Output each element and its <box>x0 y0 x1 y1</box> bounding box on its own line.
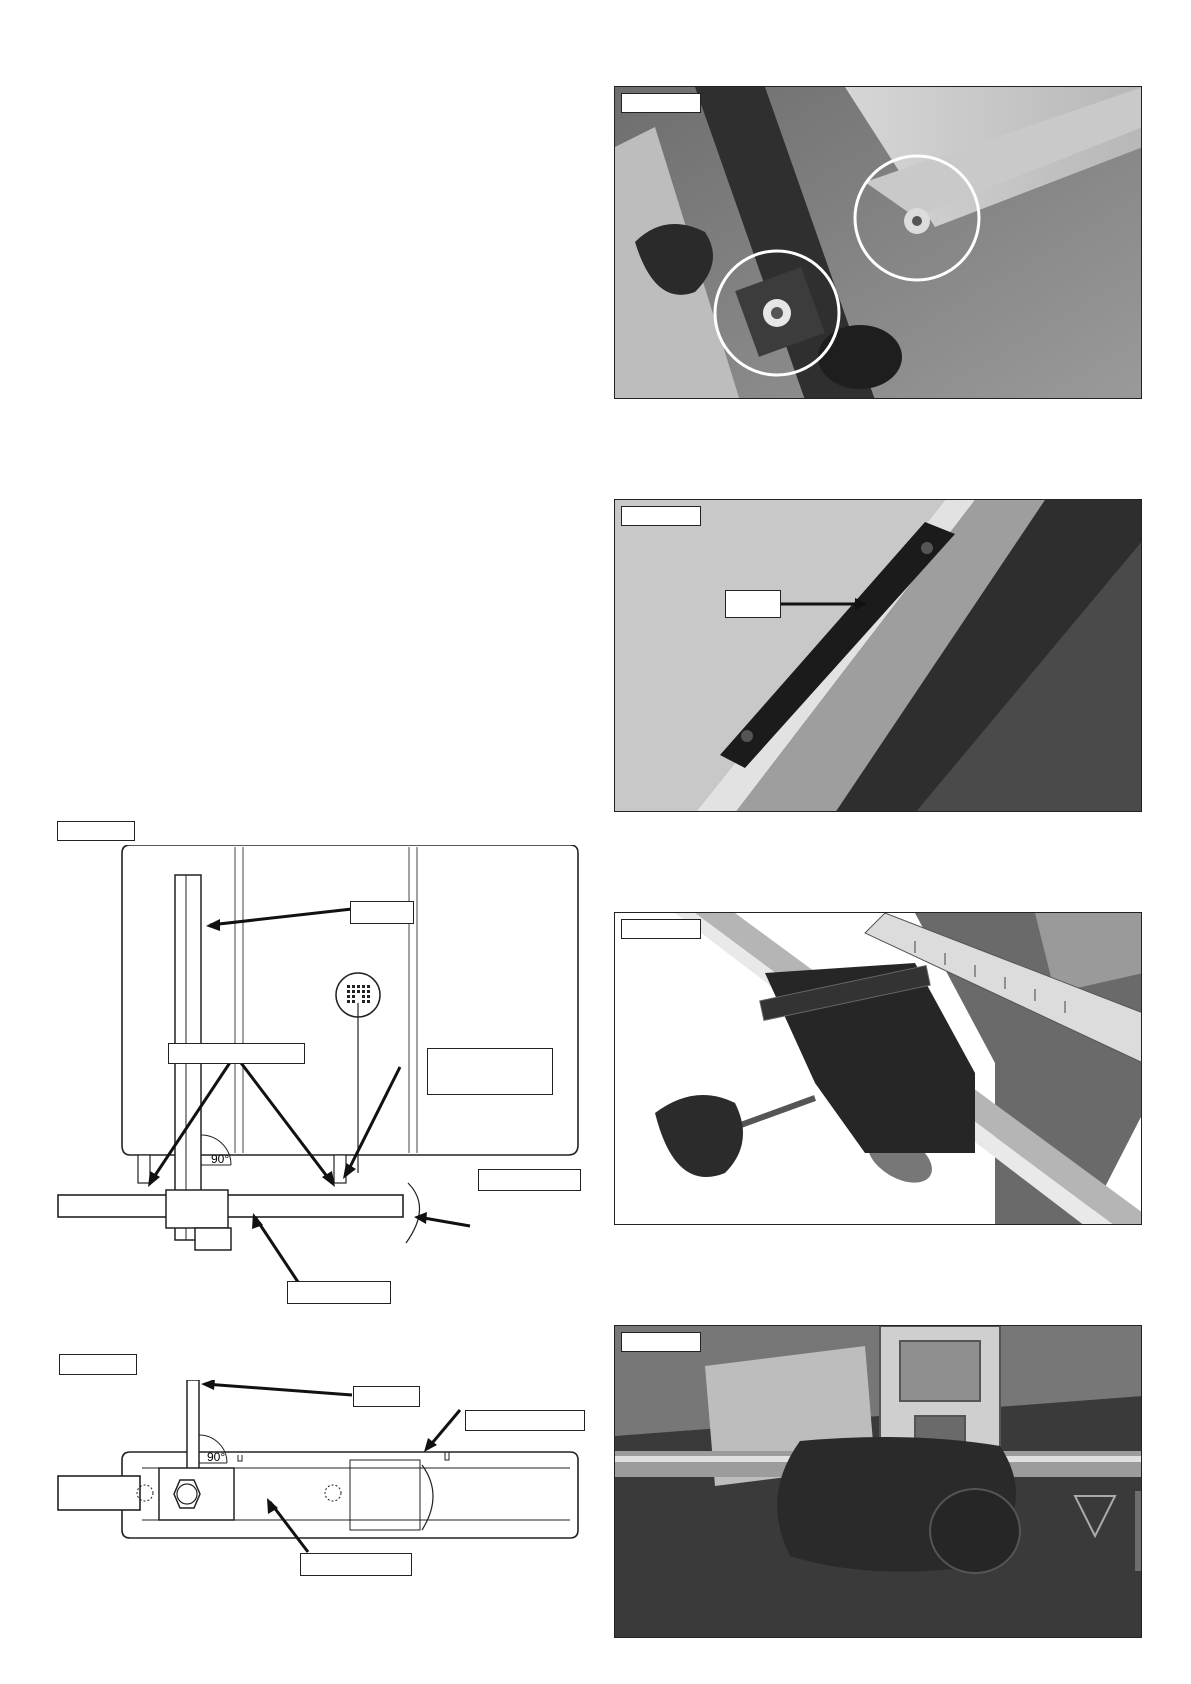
photo-fence-rail-bar <box>614 499 1142 812</box>
figure-tag <box>621 506 701 526</box>
callout-fence-top <box>353 1386 420 1407</box>
diagram-fence-side-view <box>50 1380 590 1570</box>
figure-tag <box>57 821 135 841</box>
callout-rail <box>287 1281 391 1304</box>
fence-rail <box>58 1195 403 1217</box>
angle-label: 90° <box>207 1450 226 1464</box>
angle-label: 90° <box>211 1152 230 1166</box>
callout-bolts <box>168 1043 305 1064</box>
photo-d-illustration <box>615 1326 1142 1638</box>
photo-a-illustration <box>615 87 1142 399</box>
lock-knob <box>195 1228 231 1250</box>
callout-swing <box>478 1169 581 1191</box>
callout-bracket-note <box>427 1048 553 1095</box>
photo-extrusion-knob <box>614 1325 1142 1638</box>
fence-profile <box>187 1380 199 1478</box>
fence-bracket <box>166 1190 228 1228</box>
figure-tag <box>59 1354 137 1375</box>
callout-label <box>725 590 781 618</box>
figure-tag <box>621 919 701 939</box>
callout-rail-bottom <box>300 1553 412 1576</box>
callout-fence <box>350 901 414 924</box>
figure-tag <box>621 93 701 113</box>
photo-c-illustration <box>615 913 1142 1225</box>
photo-fence-bracket-bolts <box>614 86 1142 399</box>
photo-b-illustration <box>615 500 1142 812</box>
figure-tag <box>621 1332 701 1352</box>
callout-adjust <box>465 1410 585 1431</box>
photo-clamp-knob-scale <box>614 912 1142 1225</box>
